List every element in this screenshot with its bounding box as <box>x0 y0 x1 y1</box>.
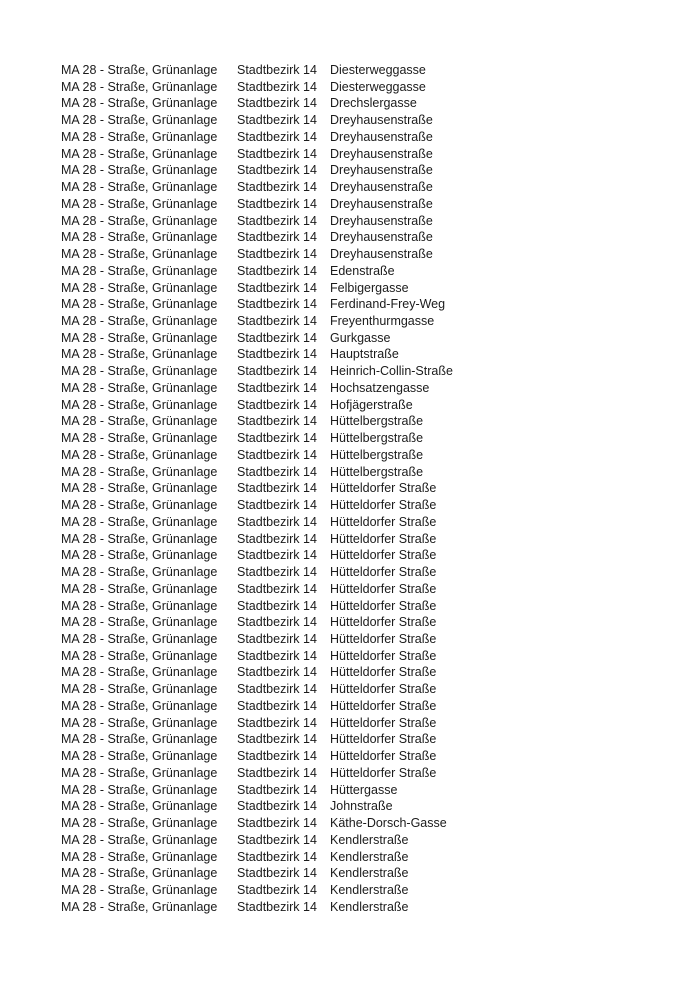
district-cell: Stadtbezirk 14 <box>237 799 317 814</box>
street-cell: Dreyhausenstraße <box>330 230 433 245</box>
table-row <box>61 748 453 765</box>
street-cell: Hütteldorfer Straße <box>330 648 437 663</box>
table-row <box>61 480 453 497</box>
street-cell: Ferdinand-Frey-Weg <box>330 297 446 312</box>
district-cell: Stadtbezirk 14 <box>237 498 317 513</box>
table-row <box>61 313 453 330</box>
department-cell: MA 28 - Straße, Grünanlage <box>61 899 218 914</box>
street-cell: Hütteldorfer Straße <box>330 548 437 563</box>
district-cell: Stadtbezirk 14 <box>237 447 317 462</box>
street-table-body <box>61 62 453 915</box>
table-row <box>61 581 453 598</box>
street-cell: Hauptstraße <box>330 347 399 362</box>
street-cell: Drechslergasse <box>330 96 417 111</box>
district-cell: Stadtbezirk 14 <box>237 380 317 395</box>
department-cell: MA 28 - Straße, Grünanlage <box>61 464 218 479</box>
table-row <box>61 62 453 79</box>
table-row <box>61 765 453 782</box>
table-row <box>61 246 453 263</box>
department-cell: MA 28 - Straße, Grünanlage <box>61 581 218 596</box>
street-cell: Hüttelbergstraße <box>330 431 424 446</box>
street-cell: Dreyhausenstraße <box>330 213 433 228</box>
street-cell: Dreyhausenstraße <box>330 180 433 195</box>
table-row <box>61 681 453 698</box>
district-cell: Stadtbezirk 14 <box>237 364 317 379</box>
table-row <box>61 698 453 715</box>
street-cell: Hütteldorfer Straße <box>330 749 437 764</box>
district-cell: Stadtbezirk 14 <box>237 96 317 111</box>
street-cell: Gurkgasse <box>330 330 391 345</box>
street-cell: Hütteldorfer Straße <box>330 481 437 496</box>
street-cell: Felbigergasse <box>330 280 409 295</box>
street-cell: Kendlerstraße <box>330 849 409 864</box>
department-cell: MA 28 - Straße, Grünanlage <box>61 832 218 847</box>
street-cell: Freyenthurmgasse <box>330 314 435 329</box>
street-cell: Hüttelbergstraße <box>330 414 424 429</box>
street-cell: Dreyhausenstraße <box>330 196 433 211</box>
district-cell: Stadtbezirk 14 <box>237 314 317 329</box>
district-cell: Stadtbezirk 14 <box>237 631 317 646</box>
street-cell: Kendlerstraße <box>330 899 409 914</box>
district-cell: Stadtbezirk 14 <box>237 330 317 345</box>
district-cell: Stadtbezirk 14 <box>237 280 317 295</box>
street-table <box>61 62 453 915</box>
district-cell: Stadtbezirk 14 <box>237 514 317 529</box>
district-cell: Stadtbezirk 14 <box>237 565 317 580</box>
street-cell: Hütteldorfer Straße <box>330 531 437 546</box>
street-cell: Kendlerstraße <box>330 866 409 881</box>
street-cell: Dreyhausenstraße <box>330 163 433 178</box>
department-cell: MA 28 - Straße, Grünanlage <box>61 882 218 897</box>
street-cell: Hütteldorfer Straße <box>330 598 437 613</box>
district-cell: Stadtbezirk 14 <box>237 782 317 797</box>
district-cell: Stadtbezirk 14 <box>237 581 317 596</box>
department-cell: MA 28 - Straße, Grünanlage <box>61 665 218 680</box>
district-cell: Stadtbezirk 14 <box>237 163 317 178</box>
district-cell: Stadtbezirk 14 <box>237 749 317 764</box>
district-cell: Stadtbezirk 14 <box>237 230 317 245</box>
district-cell: Stadtbezirk 14 <box>237 180 317 195</box>
table-row <box>61 531 453 548</box>
district-cell: Stadtbezirk 14 <box>237 765 317 780</box>
street-cell: Dreyhausenstraße <box>330 146 433 161</box>
street-cell: Hüttelbergstraße <box>330 464 424 479</box>
district-cell: Stadtbezirk 14 <box>237 113 317 128</box>
department-cell: MA 28 - Straße, Grünanlage <box>61 481 218 496</box>
table-row <box>61 497 453 514</box>
table-row <box>61 798 453 815</box>
department-cell: MA 28 - Straße, Grünanlage <box>61 230 218 245</box>
department-cell: MA 28 - Straße, Grünanlage <box>61 330 218 345</box>
district-cell: Stadtbezirk 14 <box>237 882 317 897</box>
district-cell: Stadtbezirk 14 <box>237 481 317 496</box>
department-cell: MA 28 - Straße, Grünanlage <box>61 431 218 446</box>
department-cell: MA 28 - Straße, Grünanlage <box>61 799 218 814</box>
street-cell: Johnstraße <box>330 799 393 814</box>
district-cell: Stadtbezirk 14 <box>237 832 317 847</box>
street-cell: Dreyhausenstraße <box>330 247 433 262</box>
street-cell: Hütteldorfer Straße <box>330 715 437 730</box>
street-cell: Kendlerstraße <box>330 832 409 847</box>
street-cell: Käthe-Dorsch-Gasse <box>330 816 447 831</box>
district-cell: Stadtbezirk 14 <box>237 213 317 228</box>
street-cell: Hütteldorfer Straße <box>330 665 437 680</box>
department-cell: MA 28 - Straße, Grünanlage <box>61 63 218 77</box>
table-row <box>61 79 453 96</box>
table-row <box>61 514 453 531</box>
department-cell: MA 28 - Straße, Grünanlage <box>61 682 218 697</box>
street-cell: Dreyhausenstraße <box>330 129 433 144</box>
district-cell: Stadtbezirk 14 <box>237 648 317 663</box>
table-row <box>61 815 453 832</box>
district-cell: Stadtbezirk 14 <box>237 79 317 94</box>
department-cell: MA 28 - Straße, Grünanlage <box>61 247 218 262</box>
department-cell: MA 28 - Straße, Grünanlage <box>61 765 218 780</box>
department-cell: MA 28 - Straße, Grünanlage <box>61 96 218 111</box>
district-cell: Stadtbezirk 14 <box>237 297 317 312</box>
department-cell: MA 28 - Straße, Grünanlage <box>61 314 218 329</box>
table-row <box>61 899 453 916</box>
district-cell: Stadtbezirk 14 <box>237 598 317 613</box>
table-row <box>61 263 453 280</box>
department-cell: MA 28 - Straße, Grünanlage <box>61 263 218 278</box>
street-cell: Hütteldorfer Straße <box>330 765 437 780</box>
table-row <box>61 380 453 397</box>
table-row <box>61 715 453 732</box>
district-cell: Stadtbezirk 14 <box>237 732 317 747</box>
street-cell: Diesterweggasse <box>330 79 426 94</box>
table-row <box>61 213 453 230</box>
table-row <box>61 146 453 163</box>
street-cell: Dreyhausenstraße <box>330 113 433 128</box>
street-cell: Hüttergasse <box>330 782 398 797</box>
street-cell: Hofjägerstraße <box>330 397 413 412</box>
district-cell: Stadtbezirk 14 <box>237 816 317 831</box>
department-cell: MA 28 - Straße, Grünanlage <box>61 631 218 646</box>
street-cell: Hüttelbergstraße <box>330 447 424 462</box>
department-cell: MA 28 - Straße, Grünanlage <box>61 732 218 747</box>
table-row <box>61 95 453 112</box>
street-cell: Edenstraße <box>330 263 395 278</box>
district-cell: Stadtbezirk 14 <box>237 682 317 697</box>
department-cell: MA 28 - Straße, Grünanlage <box>61 531 218 546</box>
table-row <box>61 648 453 665</box>
department-cell: MA 28 - Straße, Grünanlage <box>61 196 218 211</box>
table-row <box>61 614 453 631</box>
district-cell: Stadtbezirk 14 <box>237 397 317 412</box>
district-cell: Stadtbezirk 14 <box>237 548 317 563</box>
street-cell: Diesterweggasse <box>330 63 426 77</box>
department-cell: MA 28 - Straße, Grünanlage <box>61 782 218 797</box>
department-cell: MA 28 - Straße, Grünanlage <box>61 598 218 613</box>
department-cell: MA 28 - Straße, Grünanlage <box>61 347 218 362</box>
department-cell: MA 28 - Straße, Grünanlage <box>61 849 218 864</box>
department-cell: MA 28 - Straße, Grünanlage <box>61 514 218 529</box>
department-cell: MA 28 - Straße, Grünanlage <box>61 79 218 94</box>
department-cell: MA 28 - Straße, Grünanlage <box>61 615 218 630</box>
department-cell: MA 28 - Straße, Grünanlage <box>61 548 218 563</box>
table-row <box>61 882 453 899</box>
district-cell: Stadtbezirk 14 <box>237 196 317 211</box>
table-row <box>61 179 453 196</box>
district-cell: Stadtbezirk 14 <box>237 464 317 479</box>
district-cell: Stadtbezirk 14 <box>237 263 317 278</box>
department-cell: MA 28 - Straße, Grünanlage <box>61 297 218 312</box>
table-row <box>61 464 453 481</box>
table-row <box>61 280 453 297</box>
street-cell: Heinrich-Collin-Straße <box>330 364 453 379</box>
table-row <box>61 849 453 866</box>
district-cell: Stadtbezirk 14 <box>237 698 317 713</box>
district-cell: Stadtbezirk 14 <box>237 63 317 77</box>
table-row <box>61 598 453 615</box>
district-cell: Stadtbezirk 14 <box>237 899 317 914</box>
department-cell: MA 28 - Straße, Grünanlage <box>61 280 218 295</box>
table-row <box>61 129 453 146</box>
department-cell: MA 28 - Straße, Grünanlage <box>61 364 218 379</box>
table-row <box>61 330 453 347</box>
table-row <box>61 447 453 464</box>
department-cell: MA 28 - Straße, Grünanlage <box>61 146 218 161</box>
street-cell: Hütteldorfer Straße <box>330 682 437 697</box>
table-row <box>61 547 453 564</box>
district-cell: Stadtbezirk 14 <box>237 347 317 362</box>
street-cell: Kendlerstraße <box>330 882 409 897</box>
department-cell: MA 28 - Straße, Grünanlage <box>61 180 218 195</box>
department-cell: MA 28 - Straße, Grünanlage <box>61 648 218 663</box>
table-row <box>61 564 453 581</box>
table-row <box>61 346 453 363</box>
district-cell: Stadtbezirk 14 <box>237 146 317 161</box>
table-row <box>61 832 453 849</box>
table-row <box>61 782 453 799</box>
district-cell: Stadtbezirk 14 <box>237 615 317 630</box>
department-cell: MA 28 - Straße, Grünanlage <box>61 380 218 395</box>
department-cell: MA 28 - Straße, Grünanlage <box>61 715 218 730</box>
district-cell: Stadtbezirk 14 <box>237 431 317 446</box>
department-cell: MA 28 - Straße, Grünanlage <box>61 397 218 412</box>
table-row <box>61 112 453 129</box>
district-cell: Stadtbezirk 14 <box>237 849 317 864</box>
street-cell: Hütteldorfer Straße <box>330 615 437 630</box>
street-cell: Hütteldorfer Straße <box>330 565 437 580</box>
district-cell: Stadtbezirk 14 <box>237 866 317 881</box>
district-cell: Stadtbezirk 14 <box>237 247 317 262</box>
table-row <box>61 631 453 648</box>
table-row <box>61 296 453 313</box>
department-cell: MA 28 - Straße, Grünanlage <box>61 749 218 764</box>
street-cell: Hochsatzengasse <box>330 380 430 395</box>
department-cell: MA 28 - Straße, Grünanlage <box>61 213 218 228</box>
table-row <box>61 363 453 380</box>
table-row <box>61 162 453 179</box>
district-cell: Stadtbezirk 14 <box>237 715 317 730</box>
department-cell: MA 28 - Straße, Grünanlage <box>61 447 218 462</box>
district-cell: Stadtbezirk 14 <box>237 665 317 680</box>
department-cell: MA 28 - Straße, Grünanlage <box>61 129 218 144</box>
district-cell: Stadtbezirk 14 <box>237 531 317 546</box>
table-row <box>61 196 453 213</box>
street-cell: Hütteldorfer Straße <box>330 498 437 513</box>
district-cell: Stadtbezirk 14 <box>237 414 317 429</box>
table-row <box>61 731 453 748</box>
department-cell: MA 28 - Straße, Grünanlage <box>61 163 218 178</box>
street-cell: Hütteldorfer Straße <box>330 698 437 713</box>
department-cell: MA 28 - Straße, Grünanlage <box>61 816 218 831</box>
department-cell: MA 28 - Straße, Grünanlage <box>61 565 218 580</box>
department-cell: MA 28 - Straße, Grünanlage <box>61 866 218 881</box>
table-row <box>61 397 453 414</box>
table-row <box>61 865 453 882</box>
department-cell: MA 28 - Straße, Grünanlage <box>61 498 218 513</box>
table-row <box>61 229 453 246</box>
table-row <box>61 413 453 430</box>
table-row <box>61 430 453 447</box>
street-cell: Hütteldorfer Straße <box>330 581 437 596</box>
table-row <box>61 664 453 681</box>
department-cell: MA 28 - Straße, Grünanlage <box>61 698 218 713</box>
department-cell: MA 28 - Straße, Grünanlage <box>61 113 218 128</box>
department-cell: MA 28 - Straße, Grünanlage <box>61 414 218 429</box>
district-cell: Stadtbezirk 14 <box>237 129 317 144</box>
street-cell: Hütteldorfer Straße <box>330 732 437 747</box>
street-cell: Hütteldorfer Straße <box>330 514 437 529</box>
street-cell: Hütteldorfer Straße <box>330 631 437 646</box>
